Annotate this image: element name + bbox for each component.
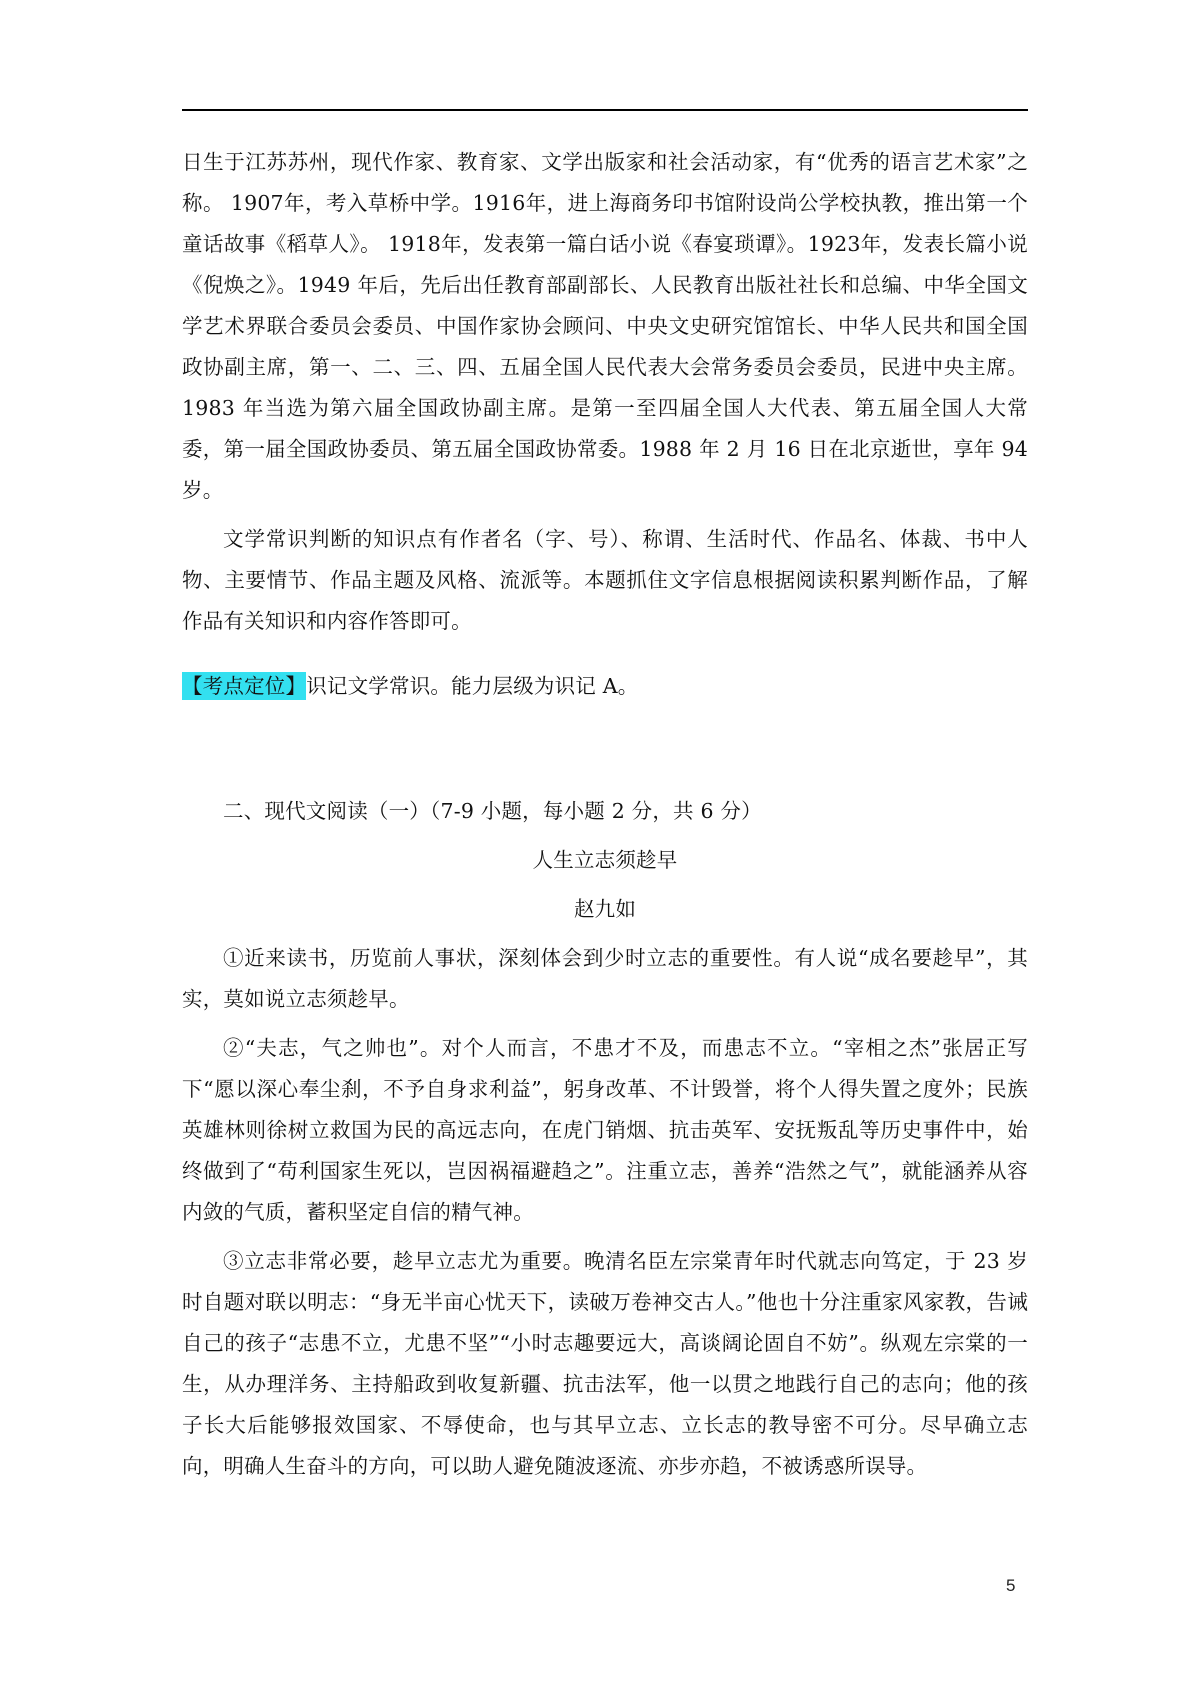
article-paragraph-3: ③立志非常必要，趁早立志尤为重要。晚清名臣左宗棠青年时代就志向笃定，于 23 岁时自题对联以明志：“身无半亩心忧天下，读破万卷神交古人。”他也十分注重家风家教，告诫自己的孩子“志患不立，尤患不坚”“小时志趣要远大，高谈阔论固自不妨”。纵观左宗棠的一生，从办理洋务、主持船政到收复新疆、抗击法军，他一以贯之地践行自己的志向；他的孩子长大后能够报效国家、不辱使命，也与其早立志、立长志的教导密不可分。尽早确立志向，明确人生奋斗的方向，可以助人避免随波逐流、亦步亦趋，不被诱惑所误导。 — [182, 1249, 1028, 1478]
biography-paragraph: 日生于江苏苏州，现代作家、教育家、文学出版家和社会活动家，有“优秀的语言艺术家”之称。 1907年，考入草桥中学。1916年，进上海商务印书馆附设尚公学校执教，推出第一个童话故事《稻草人》。 1918年，发表第一篇白话小说《春宴琐谭》。1923年，发表长篇小说《倪焕之》。1949 年后，先后出任教育部副部长、人民教育出版社社长和总编、中华全国文学艺术界联合委员会委员、中国作家协会顾问、中央文史研究馆馆长、中华人民共和国全国政协副主席，第一、二、三、四、五届全国人民代表大会常务委员会委员，民进中央主席。1983 年当选为第六届全国政协副主席。是第一至四届全国人大代表、第五届全国人大常委，第一届全国政协委员、第五届全国政协常委。1988 年 2 月 16 日在北京逝世，享年 94 岁。 — [182, 150, 1028, 502]
document-body — [182, 142, 1028, 1487]
exam-point-tag: 【考点定位】 — [182, 674, 307, 698]
article-title: 人生立志须趁早 — [532, 848, 678, 872]
explanation-paragraph: 文学常识判断的知识点有作者名（字、号）、称谓、生活时代、作品名、体裁、书中人物、主要情节、作品主题及风格、流派等。本题抓住文字信息根据阅读积累判断作品，了解作品有关知识和内容作答即可。 — [182, 527, 1028, 633]
header-rule — [182, 109, 1028, 111]
article-author: 赵九如 — [573, 897, 637, 921]
exam-point-line — [182, 666, 1028, 707]
article-paragraph-1: ①近来读书，历览前人事状，深刻体会到少时立志的重要性。有人说“成名要趁早”，其实，莫如说立志须趁早。 — [182, 946, 1028, 1011]
exam-point-text: 识记文学常识。能力层级为识记 A。 — [306, 674, 639, 698]
page-number: 5 — [1006, 1576, 1016, 1595]
article-paragraph-2: ②“夫志，气之帅也”。对个人而言，不患才不及，而患志不立。“宰相之杰”张居正写下“愿以深心奉尘刹，不予自身求利益”，躬身改革、不计毁誉，将个人得失置之度外；民族英雄林则徐树立救国为民的高远志向，在虎门销烟、抗击英军、安抚叛乱等历史事件中，始终做到了“苟利国家生死以，岂因祸福避趋之”。注重立志，善养“浩然之气”，就能涵养从容内敛的气质，蓄积坚定自信的精气神。 — [182, 1036, 1028, 1224]
section-heading: 二、现代文阅读（一）（7-9 小题，每小题 2 分，共 6 分） — [223, 799, 762, 823]
